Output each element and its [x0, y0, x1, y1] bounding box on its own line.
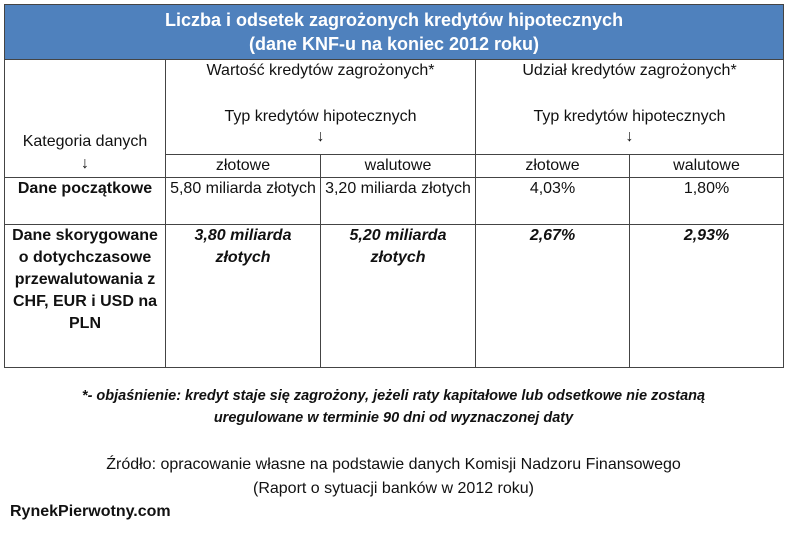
table-row — [5, 178, 784, 225]
group-header-share-subtitle: Typ kredytów hipotecznych — [533, 108, 726, 125]
subheader-fx-value: walutowe — [321, 155, 476, 178]
table-cell: 1,80% — [630, 178, 784, 225]
subheader-fx-share: walutowe — [630, 155, 784, 178]
group-header-value-subtitle: Typ kredytów hipotecznych — [224, 108, 417, 125]
footnote-line1: *- objaśnienie: kredyt staje się zagrożony, jeżeli raty kapitałowe lub odsetkowe nie zostaną — [81, 388, 706, 404]
mortgage-risk-table — [4, 4, 784, 368]
footnote-line2: uregulowane w terminie 90 dni od wyznaczonej daty — [213, 410, 574, 426]
group-header-value-title: Wartość kredytów zagrożonych* — [206, 62, 435, 79]
category-header-label: Kategoria danych — [22, 133, 148, 150]
table-cell: 5,80 miliarda złotych — [166, 178, 321, 225]
source-note — [4, 453, 783, 501]
row-label: Dane skorygowane o dotychczasowe przewalutowania z CHF, EUR i USD na PLN — [5, 225, 166, 368]
down-arrow-icon: ↓ — [81, 155, 89, 172]
source-line2: (Raport o sytuacji banków w 2012 roku) — [252, 480, 535, 497]
category-header — [5, 60, 166, 178]
group-header-share — [476, 60, 784, 155]
brand-logo-text: RynekPierwotny.com — [10, 503, 171, 520]
table-cell: 4,03% — [476, 178, 630, 225]
footnote — [4, 385, 783, 429]
table-cell: 5,20 miliarda złotych — [321, 225, 476, 368]
table-title-line1: Liczba i odsetek zagrożonych kredytów hipotecznych — [164, 10, 624, 30]
table-cell: 2,67% — [476, 225, 630, 368]
source-line1: Źródło: opracowanie własne na podstawie danych Komisji Nadzoru Finansowego — [106, 456, 681, 473]
subheader-pln-value: złotowe — [166, 155, 321, 178]
down-arrow-icon: ↓ — [316, 128, 325, 145]
table-cell: 2,93% — [630, 225, 784, 368]
table-title — [5, 5, 784, 60]
subheader-pln-share: złotowe — [476, 155, 630, 178]
table-title-line2: (dane KNF-u na koniec 2012 roku) — [248, 34, 540, 54]
group-header-value — [166, 60, 476, 155]
row-label: Dane początkowe — [5, 178, 166, 225]
table-row — [5, 225, 784, 368]
table-cell: 3,80 miliarda złotych — [166, 225, 321, 368]
down-arrow-icon: ↓ — [625, 128, 634, 145]
data-table-container — [4, 4, 783, 368]
group-header-share-title: Udział kredytów zagrożonych* — [522, 62, 737, 79]
table-cell: 3,20 miliarda złotych — [321, 178, 476, 225]
